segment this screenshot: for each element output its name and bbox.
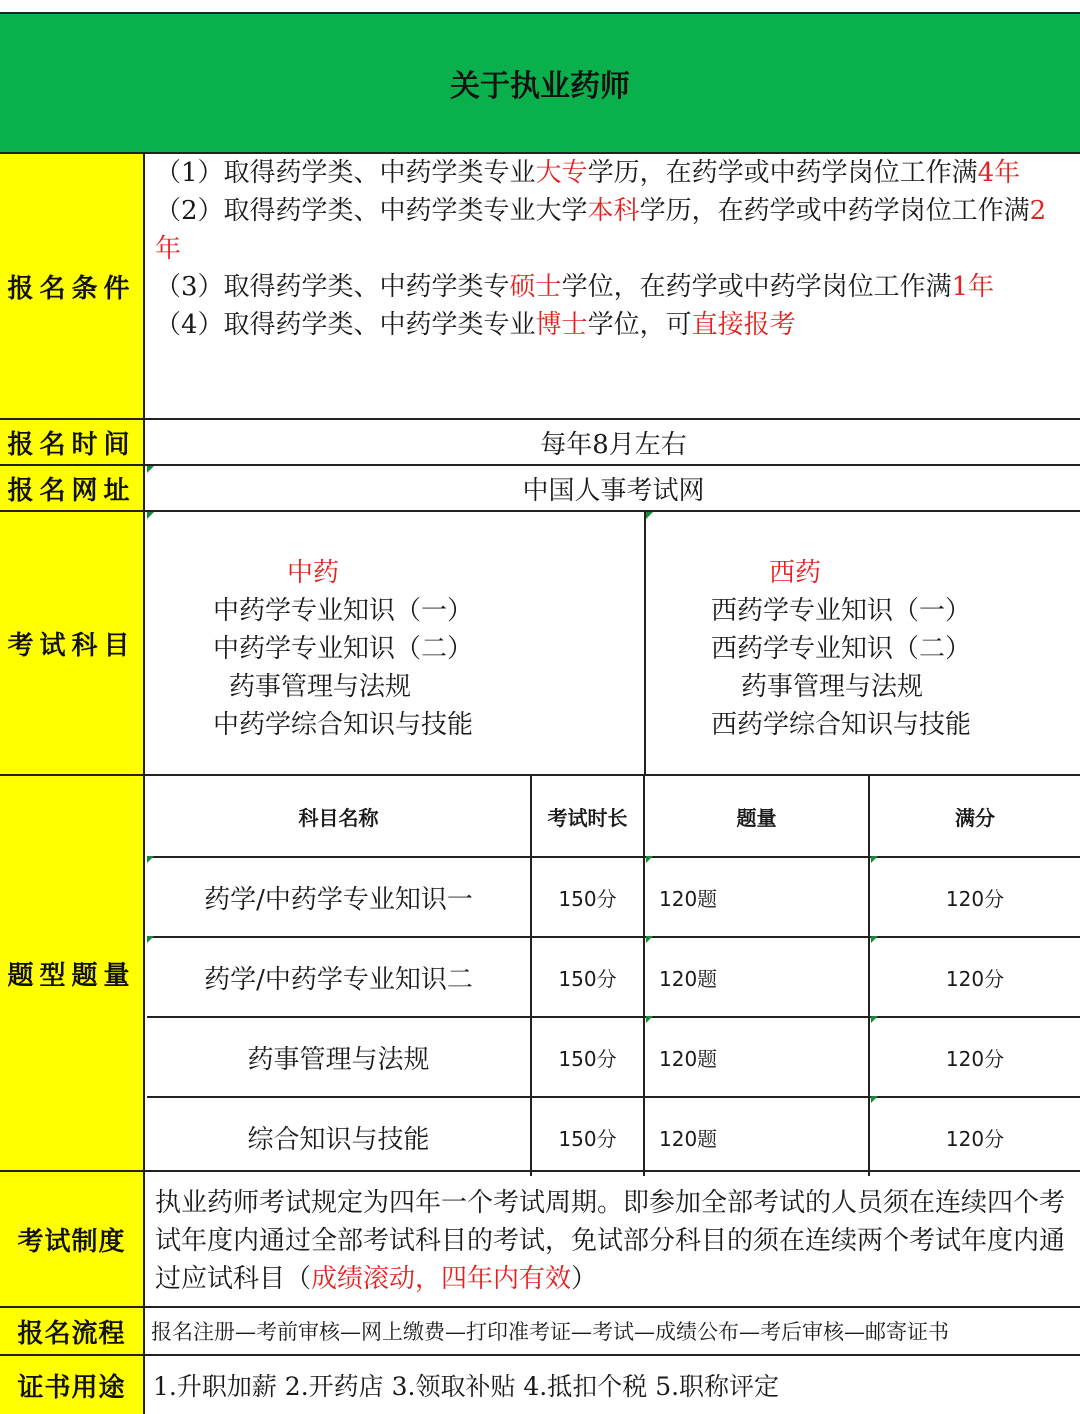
cell-marker-icon <box>646 856 653 863</box>
duration-cell: 150分 <box>531 1017 644 1097</box>
registration-process-value: 报名注册—考前审核—网上缴费—打印准考证—考试—成绩公布—考后审核—邮寄证书 <box>151 1320 949 1344</box>
exam-system-row <box>0 1172 1080 1308</box>
subject-name-cell: 药学/中药学专业知识一 <box>147 857 531 937</box>
registration-conditions-content <box>147 154 1080 418</box>
registration-process-row <box>0 1308 1080 1356</box>
count-cell: 120题 <box>644 1097 869 1176</box>
cell-marker-icon <box>646 512 653 519</box>
tcm-subject-item: 中药学综合知识与技能 <box>213 710 474 740</box>
header-subject-name: 科目名称 <box>147 776 531 857</box>
western-subjects <box>646 512 1080 774</box>
registration-process-label: 报名流程 <box>0 1308 145 1354</box>
tcm-subject-item: 中药学专业知识（二） <box>213 634 474 664</box>
exam-system-label: 考试制度 <box>0 1172 145 1306</box>
condition-item: （3）取得药学类、中药学类专硕士学位，在药学或中药学岗位工作满1年 <box>155 272 995 302</box>
page-title: 关于执业药师 <box>450 69 630 104</box>
registration-site-label: 报名网址 <box>0 466 145 510</box>
count-cell: 120题 <box>644 857 869 937</box>
question-types-label: 题型题量 <box>0 776 145 1170</box>
cell-marker-icon <box>871 856 878 863</box>
certificate-use-label: 证书用途 <box>0 1356 145 1414</box>
question-types-row <box>0 776 1080 1172</box>
western-subject-item: 西药学综合知识与技能 <box>711 710 972 740</box>
registration-conditions-label: 报名条件 <box>0 154 145 418</box>
score-cell: 120分 <box>869 1017 1080 1097</box>
tcm-subject-item: 中药学专业知识（一） <box>213 596 474 626</box>
header-score: 满分 <box>869 776 1080 857</box>
header-count: 题量 <box>644 776 869 857</box>
count-cell: 120题 <box>644 937 869 1017</box>
subject-name-cell: 综合知识与技能 <box>147 1097 531 1176</box>
table-header-row <box>147 776 1080 857</box>
exam-system-content: 执业药师考试规定为四年一个考试周期。即参加全部考试的人员须在连续四个考试年度内通过全部考试科目的考试，免试部分科目的须在连续两个考试年度内通过应试科目（成绩滚动，四年内有效） <box>155 1188 1066 1294</box>
cell-marker-icon <box>147 936 154 943</box>
duration-cell: 150分 <box>531 937 644 1017</box>
cell-marker-icon <box>871 936 878 943</box>
cell-marker-icon <box>871 1016 878 1023</box>
condition-item: （4）取得药学类、中药学类专业博士学位，可直接报考 <box>155 310 796 340</box>
condition-item: （1）取得药学类、中药学类专业大专学历，在药学或中药学岗位工作满4年 <box>155 158 1021 188</box>
duration-cell: 150分 <box>531 857 644 937</box>
table-row <box>147 1097 1080 1176</box>
cell-marker-icon <box>147 512 154 519</box>
table-row <box>147 857 1080 937</box>
western-subject-item: 西药学专业知识（二） <box>711 634 972 664</box>
western-subject-item: 西药学专业知识（一） <box>711 596 972 626</box>
certificate-use-row <box>0 1356 1080 1414</box>
info-sheet <box>0 12 1080 1414</box>
western-heading: 西药 <box>769 558 822 588</box>
subject-name-cell: 药事管理与法规 <box>147 1017 531 1097</box>
western-subject-item: 药事管理与法规 <box>741 672 924 702</box>
registration-site-value: 中国人事考试网 <box>522 475 705 506</box>
exam-subjects-row <box>0 512 1080 776</box>
count-cell: 120题 <box>644 1017 869 1097</box>
condition-item: （2）取得药学类、中药学类专业大学本科学历，在药学或中药学岗位工作满2年 <box>155 196 1047 264</box>
score-cell: 120分 <box>869 937 1080 1017</box>
table-row <box>147 937 1080 1017</box>
score-cell: 120分 <box>945 1126 1005 1151</box>
registration-time-label: 报名时间 <box>0 420 145 464</box>
cell-marker-icon <box>147 856 154 863</box>
score-cell: 120分 <box>869 857 1080 937</box>
certificate-use-value: 1.升职加薪 2.开药店 3.领取补贴 4.抵扣个税 5.职称评定 <box>153 1372 780 1401</box>
registration-conditions-row <box>0 154 1080 420</box>
subject-name-cell: 药学/中药学专业知识二 <box>147 937 531 1017</box>
tcm-subjects <box>147 512 646 774</box>
registration-time-value: 每年8月左右 <box>540 429 687 460</box>
cell-marker-icon <box>871 1096 878 1103</box>
question-types-table <box>147 776 1080 1176</box>
cell-marker-icon <box>646 936 653 943</box>
header-duration: 考试时长 <box>531 776 644 857</box>
tcm-subject-item: 药事管理与法规 <box>229 672 412 702</box>
table-row <box>147 1017 1080 1097</box>
registration-site-row <box>0 466 1080 512</box>
title-row <box>0 14 1080 154</box>
tcm-heading: 中药 <box>287 558 340 588</box>
cell-marker-icon <box>147 466 154 473</box>
cell-marker-icon <box>646 1016 653 1023</box>
exam-subjects-label: 考试科目 <box>0 512 145 774</box>
duration-cell: 150分 <box>531 1097 644 1176</box>
registration-time-row <box>0 420 1080 466</box>
